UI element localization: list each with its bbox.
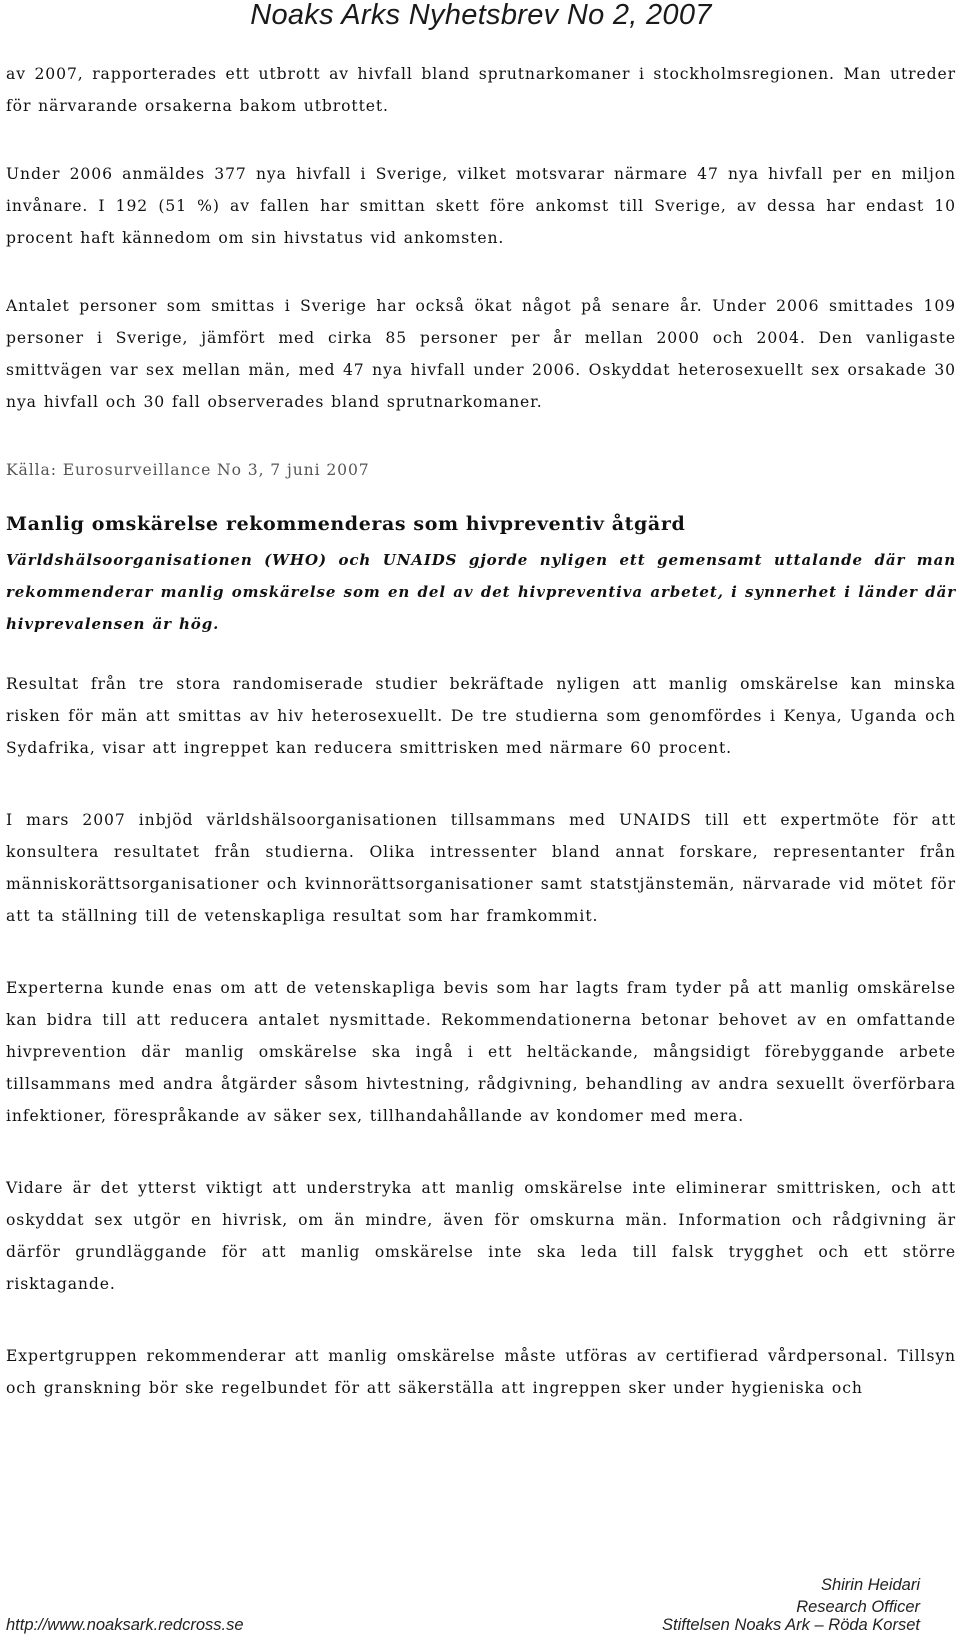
author-name: Shirin Heidari (820, 1576, 920, 1594)
source-citation: Källa: Eurosurveillance No 3, 7 juni 2007 (6, 461, 370, 479)
transmission-paragraph: Antalet personer som smittas i Sverige har också ökat något på senare år. Under 2006 smittades 109 personer i Sverige, jämfört med cirka 85 personer per år mellan 2000 och 2004. Den vanligaste smittvägen var sex mellan män, med 47 nya hivfall under 2006. Oskyddat heterosexuellt sex orsakade 30 nya hivfall och 30 fall observerades bland sprutnarkomaner. (6, 297, 956, 411)
body-paragraph: Resultat från tre stora randomiserade studier bekräftade nyligen att manlig omskärelse kan minska risken för män att smittas av hiv heterosexuellt. De tre studierna som genomfördes i Kenya, Uganda och Sydafrika, visar att ingreppet kan reducera smittrisken med närmare 60 procent. (6, 675, 956, 757)
author-signature (796, 1574, 920, 1618)
body-paragraph: Vidare är det ytterst viktigt att understryka att manlig omskärelse inte eliminerar smittrisken, och att oskyddat sex utgör en hivrisk, om än mindre, även för omskurna män. Information och rådgivning är därför grundläggande för att manlig omskärelse inte ska leda till falsk trygghet och ett större risktagande. (6, 1179, 956, 1293)
footer-website-link[interactable]: http://www.noaksark.redcross.se (6, 1616, 244, 1634)
newsletter-title: Noaks Arks Nyhetsbrev No 2, 2007 (250, 0, 712, 31)
article-lead: Världshälsoorganisationen (WHO) och UNAIDS gjorde nyligen ett gemensamt uttalande där man rekommenderar manlig omskärelse som en del av det hivpreventiva arbetet, i synnerhet i länder där hivprevalensen är hög. (6, 551, 956, 633)
author-role: Research Officer (796, 1598, 920, 1616)
body-paragraph: Experterna kunde enas om att de vetenskapliga bevis som har lagts fram tyder på att manlig omskärelse kan bidra till att reducera antalet nysmittade. Rekommendationerna betonar behovet av en omfattande hivprevention där manlig omskärelse ska ingå i ett heltäckande, mångsidigt förebyggande arbete tillsammans med andra åtgärder såsom hivtestning, rådgivning, behandling av andra sexuellt överförbara infektioner, förespråkande av säker sex, tillhandahållande av kondomer med mera. (6, 979, 956, 1125)
statistics-paragraph: Under 2006 anmäldes 377 nya hivfall i Sverige, vilket motsvarar närmare 47 nya hivfall per en miljon invånare. I 192 (51 %) av fallen har smittan skett före ankomst till Sverige, av dessa har endast 10 procent haft kännedom om sin hivstatus vid ankomsten. (6, 165, 956, 247)
body-paragraph: I mars 2007 inbjöd världshälsoorganisationen tillsammans med UNAIDS till ett expertmöte för att konsultera resultatet från studierna. Olika intressenter bland annat forskare, representanter från människorättsorganisationer och kvinnorättsorganisationer samt statstjänstemän, närvarade vid mötet för att ta ställning till de vetenskapliga resultat som har framkommit. (6, 811, 956, 925)
page-footer (6, 1614, 920, 1638)
article-headline: Manlig omskärelse rekommenderas som hivpreventiv åtgärd (6, 513, 686, 535)
outbreak-paragraph: av 2007, rapporterades ett utbrott av hivfall bland sprutnarkomaner i stockholmsregionen. Man utreder för närvarande orsakerna bakom utbrottet. (6, 65, 956, 115)
newsletter-page (6, 0, 956, 1404)
footer-organization: Stiftelsen Noaks Ark – Röda Korset (661, 1616, 920, 1634)
body-paragraph: Expertgruppen rekommenderar att manlig omskärelse måste utföras av certifierad vårdpersonal. Tillsyn och granskning bör ske regelbundet för att säkerställa att ingreppen sker under hygieniska och (6, 1347, 956, 1397)
